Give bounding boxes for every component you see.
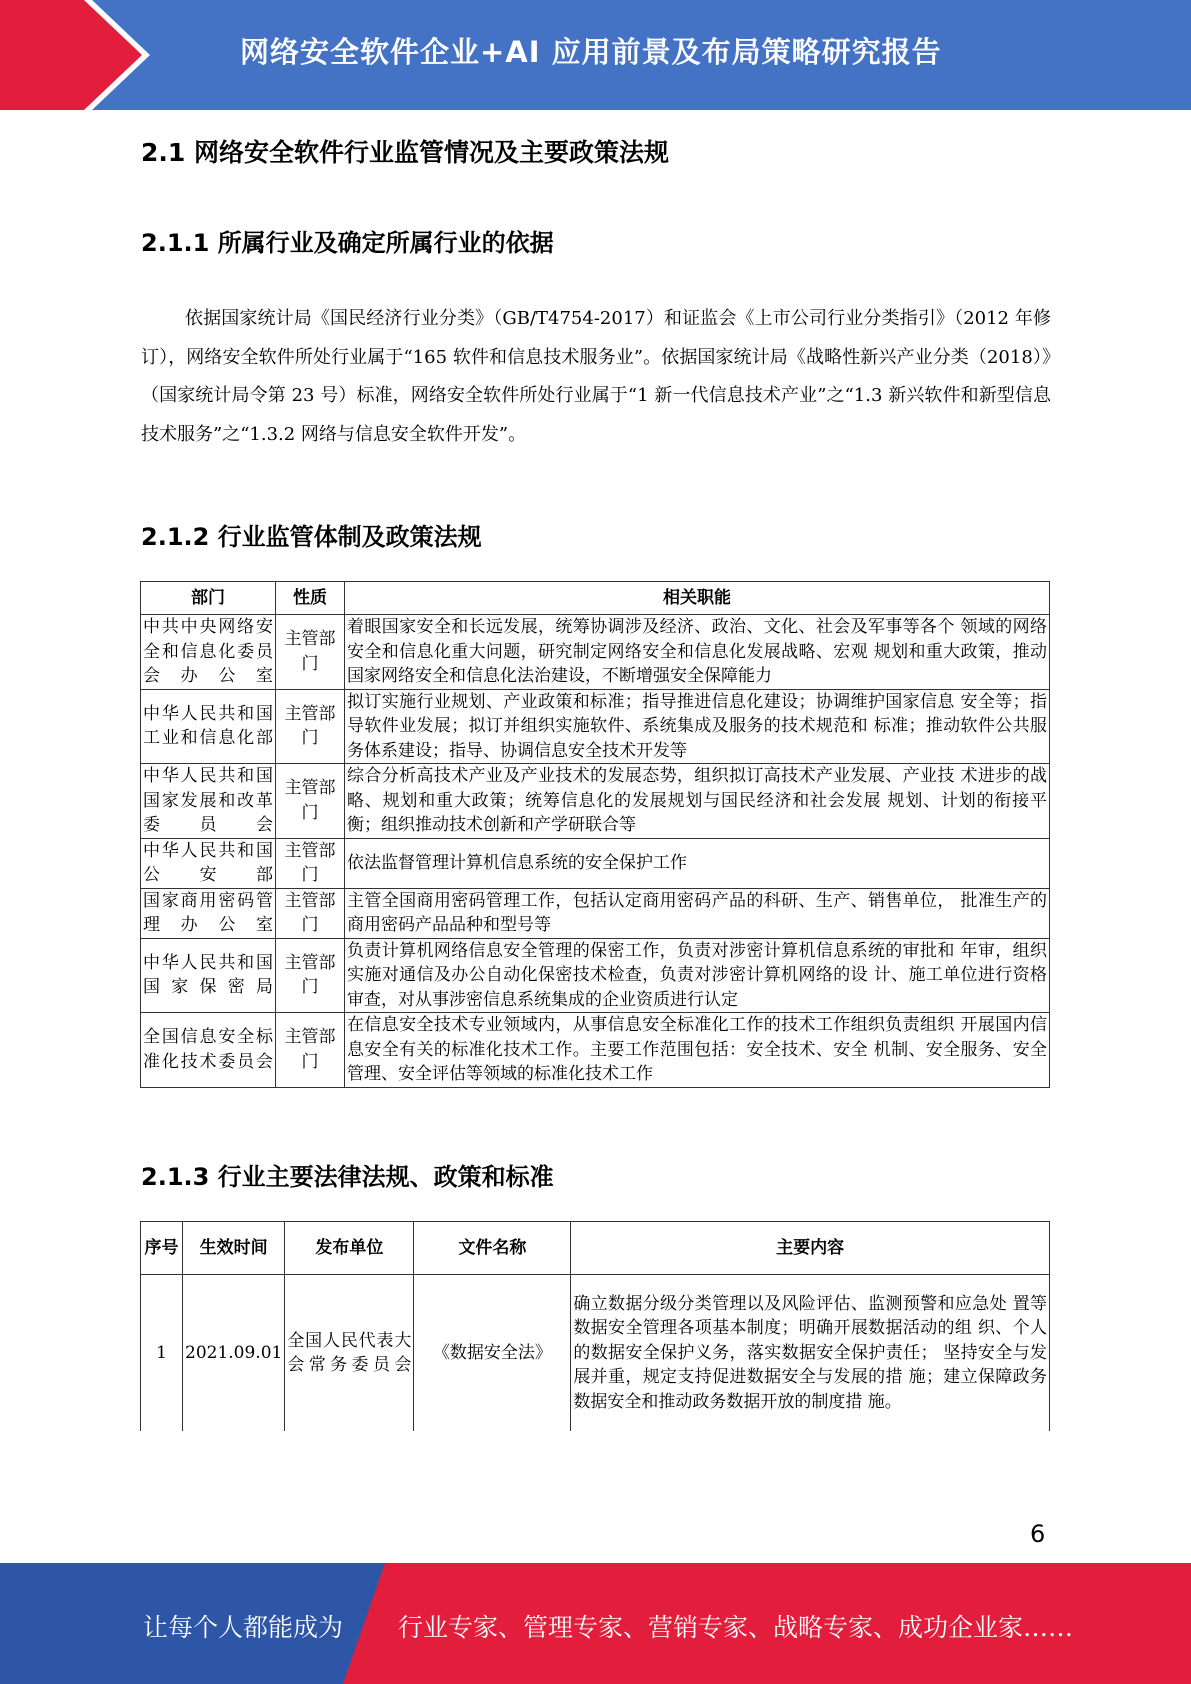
table-row bbox=[141, 1275, 1050, 1432]
date-cell: 2021.09.01 bbox=[183, 1275, 285, 1432]
table-header-row bbox=[141, 1222, 1050, 1275]
footer-slogan-left: 让每个人都能成为 bbox=[143, 1613, 344, 1642]
section-heading: 2.1 网络安全软件行业监管情况及主要政策法规 bbox=[141, 138, 669, 167]
nature-cell: 主管部门 bbox=[276, 689, 345, 764]
subsection-heading-2: 2.1.2 行业监管体制及政策法规 bbox=[141, 523, 482, 551]
function-cell: 在信息安全技术专业领域内，从事信息安全标准化工作的技术工作组织负责组织 开展国内信息安全有关的标准化技术工作。主要工作范围包括：安全技术、安全 机制、安全服务、安全管理、安全评估等领域的标准化技术工作 bbox=[345, 1013, 1050, 1088]
page-footer bbox=[0, 1563, 1191, 1684]
col-header-function: 相关职能 bbox=[345, 582, 1050, 615]
dept-cell: 国家商用密码管理办公室 bbox=[141, 888, 276, 938]
body-paragraph: 依据国家统计局《国民经济行业分类》（GB/T4754-2017）和证监会《上市公司行业分类指引》（2012 年修订），网络安全软件所处行业属于“165 软件和信息技术服务业”。依据国家统计局《战略性新兴产业分类（2018）》（国家统计局令第 23 号）标准，网络安全软件所处行业属于“1 新一代信息技术产业”之“1.3 新兴软件和新型信息技术服务”之“1.3.2 网络与信息安全软件开发”。 bbox=[141, 308, 1051, 445]
table-row bbox=[141, 888, 1050, 938]
col-header-date: 生效时间 bbox=[183, 1222, 285, 1275]
no-cell: 1 bbox=[141, 1275, 183, 1432]
col-header-name: 文件名称 bbox=[414, 1222, 571, 1275]
col-header-dept: 部门 bbox=[141, 582, 276, 615]
table-row bbox=[141, 938, 1050, 1013]
header-title: 网络安全软件企业+AI 应用前景及布局策略研究报告 bbox=[240, 35, 942, 69]
content-cell: 确立数据分级分类管理以及风险评估、监测预警和应急处 置等数据安全管理各项基本制度；明确开展数据活动的组 织、个人的数据安全保护义务，落实数据安全保护责任； 坚持安全与发展并重，规定支持促进数据安全与发展的措 施；建立保障政务数据安全和推动政务数据开放的制度措 施。 bbox=[571, 1275, 1050, 1432]
page-number: 6 bbox=[1030, 1520, 1046, 1548]
dept-cell: 中共中央网络安全和信息化委员会办公室 bbox=[141, 615, 276, 690]
dept-cell: 中华人民共和国国家发展和改革委员会 bbox=[141, 764, 276, 839]
regulators-table bbox=[140, 581, 1050, 1088]
nature-cell: 主管部门 bbox=[276, 615, 345, 690]
table-row bbox=[141, 689, 1050, 764]
function-cell: 主管全国商用密码管理工作，包括认定商用密码产品的科研、生产、销售单位， 批准生产的商用密码产品品种和型号等 bbox=[345, 888, 1050, 938]
table-row bbox=[141, 1013, 1050, 1088]
name-cell: 《数据安全法》 bbox=[414, 1275, 571, 1432]
issuer-cell: 全国人民代表大会常务委员会 bbox=[285, 1275, 414, 1432]
function-cell: 依法监督管理计算机信息系统的安全保护工作 bbox=[345, 838, 1050, 888]
col-header-content: 主要内容 bbox=[571, 1222, 1050, 1275]
table-row bbox=[141, 838, 1050, 888]
col-header-no: 序号 bbox=[141, 1222, 183, 1275]
nature-cell: 主管部门 bbox=[276, 1013, 345, 1088]
col-header-nature: 性质 bbox=[276, 582, 345, 615]
subsection-heading-1: 2.1.1 所属行业及确定所属行业的依据 bbox=[141, 229, 554, 257]
nature-cell: 主管部门 bbox=[276, 938, 345, 1013]
function-cell: 着眼国家安全和长远发展，统筹协调涉及经济、政治、文化、社会及军事等各个 领域的网络安全和信息化重大问题，研究制定网络安全和信息化发展战略、宏观 规划和重大政策，推动国家网络安全和信息化法治建设，不断增强安全保障能力 bbox=[345, 615, 1050, 690]
nature-cell: 主管部门 bbox=[276, 764, 345, 839]
dept-cell: 中华人民共和国工业和信息化部 bbox=[141, 689, 276, 764]
nature-cell: 主管部门 bbox=[276, 888, 345, 938]
dept-cell: 全国信息安全标准化技术委员会 bbox=[141, 1013, 276, 1088]
table-row bbox=[141, 615, 1050, 690]
function-cell: 拟订实施行业规划、产业政策和标准；指导推进信息化建设；协调维护国家信息 安全等；指导软件业发展；拟订并组织实施软件、系统集成及服务的技术规范和 标准；推动软件公共服务体系建设；指导、协调信息安全技术开发等 bbox=[345, 689, 1050, 764]
table-header-row bbox=[141, 582, 1050, 615]
dept-cell: 中华人民共和国公安部 bbox=[141, 838, 276, 888]
page-header bbox=[0, 0, 1191, 110]
dept-cell: 中华人民共和国国家保密局 bbox=[141, 938, 276, 1013]
function-cell: 负责计算机网络信息安全管理的保密工作，负责对涉密计算机信息系统的审批和 年审，组织实施对通信及办公自动化保密技术检查，负责对涉密计算机网络的设 计、施工单位进行资格审查，对从事涉密信息系统集成的企业资质进行认定 bbox=[345, 938, 1050, 1013]
col-header-issuer: 发布单位 bbox=[285, 1222, 414, 1275]
function-cell: 综合分析高技术产业及产业技术的发展态势，组织拟订高技术产业发展、产业技 术进步的战略、规划和重大政策；统筹信息化的发展规划与国民经济和社会发展 规划、计划的衔接平衡；组织推动技术创新和产学研联合等 bbox=[345, 764, 1050, 839]
nature-cell: 主管部门 bbox=[276, 838, 345, 888]
laws-table bbox=[140, 1221, 1050, 1431]
table-row bbox=[141, 764, 1050, 839]
footer-slogan-right: 行业专家、管理专家、营销专家、战略专家、成功企业家…… bbox=[398, 1613, 1074, 1642]
subsection-heading-3: 2.1.3 行业主要法律法规、政策和标准 bbox=[141, 1163, 554, 1191]
